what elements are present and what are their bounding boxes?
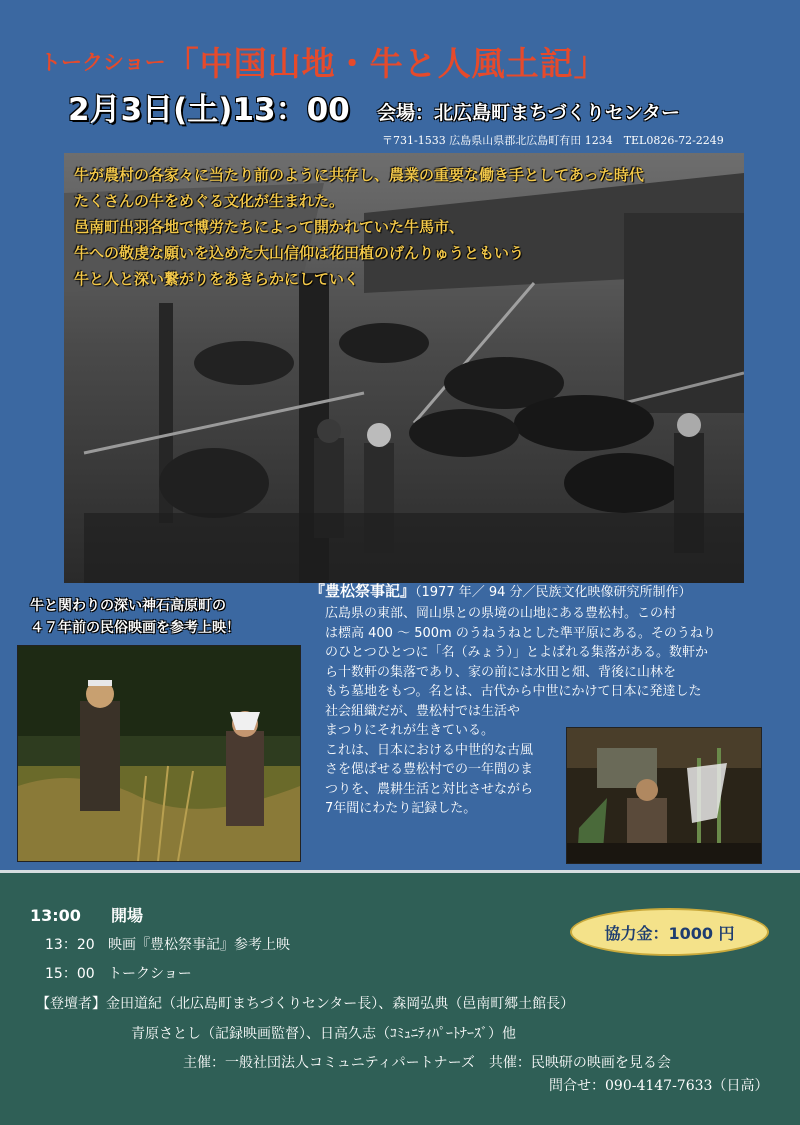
open-time: 13:00 [30,906,81,925]
film-label: 映画『豊松祭事記』参考上映 [108,937,290,953]
film-desc-line: さを偲ばせる豊松村での一年間のま [325,762,534,777]
intro-line: たくさんの牛をめぐる文化が生まれた。 [74,192,345,210]
film-desc-line: 社会組織だが、豊松村では生活や [325,703,521,719]
title-prefix: トークショー [40,50,166,75]
intro-line: 邑南町出羽各地で博労たちによって開かれていた牛馬市、 [74,218,465,236]
caption-line: 牛と関わりの深い神石高原町の [30,598,226,614]
film-desc-line: もち墓地をもつ。名とは、古代から中世にかけて日本に発達した [325,684,702,699]
donation-label: 協力金：1000 円 [604,923,735,943]
film-desc-line: まつりにそれが生きている。 [325,723,495,738]
screening-caption [30,595,240,639]
schedule-open [30,903,143,926]
contact: 問合せ：090-4147-7633（日高） [549,1078,769,1094]
film-desc-line: 7年間にわたり記録した。 [325,801,477,816]
film-desc-line: 広島県の東部、岡山県との県境の山地にある豊松村。この村 [325,606,677,621]
intro-line: 牛と人と深い繋がりをあきらかにしていく [74,270,360,288]
schedule-film [45,934,290,954]
caption-line: ４７年前の民俗映画を参考上映！ [30,620,240,636]
ritual-photo [566,727,762,864]
film-desc-line: これは、日本における中世的な古風 [325,742,534,758]
speakers-line-2: 青原さとし（記録映画監督）、日高久志（ｺﾐｭﾆﾃｨﾊﾟｰﾄﾅｰｽﾞ）他 [131,1026,516,1042]
film-name: 『豊松祭事記』 [310,582,416,600]
film-title [310,580,692,601]
event-datetime: 2月3日(土)13：00 [68,92,350,128]
film-meta: （1977 年／ 94 分／民族文化映像研究所制作） [415,585,692,600]
film-time: 13：20 [45,937,95,953]
organizer: 主催：一般社団法人コミュニティパートナーズ 共催：民映研の映画を見る会 [183,1055,671,1071]
film-desc-line: つりを、農耕生活と対比させながら [325,781,534,797]
talk-time: 15：00 [45,966,95,982]
talk-label: トークショー [108,966,192,982]
speakers-line-1: 【登壇者】金田道紀（北広島町まちづくりセンター長）、森岡弘典（邑南町郷土館長） [36,996,575,1012]
open-label: 開場 [110,906,143,925]
schedule-talk [45,963,192,983]
venue: 会場：北広島町まちづくりセンター [377,102,681,124]
film-desc-line: ら十数軒の集落であり、家の前には水田と畑、背後に山林を [325,664,677,680]
intro-line: 牛が農村の各家々に当たり前のように共存し、農業の重要な働き手としてあった時代 [74,166,644,184]
film-desc-line: は標高 400 ～ 500m のうねうねとした準平原にある。そのうねり [325,625,716,641]
donation-badge [570,908,769,956]
venue-address: 〒731-1533 広島県山県郡北広島町有田 1234 TEL0826-72-2249 [382,134,724,147]
intro-text [74,162,744,292]
title-main: 「中国山地・牛と人風土記」 [165,44,608,83]
event-title [40,38,608,85]
film-desc-line: のひとつひとつに「名（みょう）」とよばれる集落がある。数軒か [325,645,708,660]
intro-line: 牛への敬虔な願いを込めた大山信仰は花田植のげんりゅうともいう [74,244,525,262]
field-farmers-photo [17,645,301,862]
